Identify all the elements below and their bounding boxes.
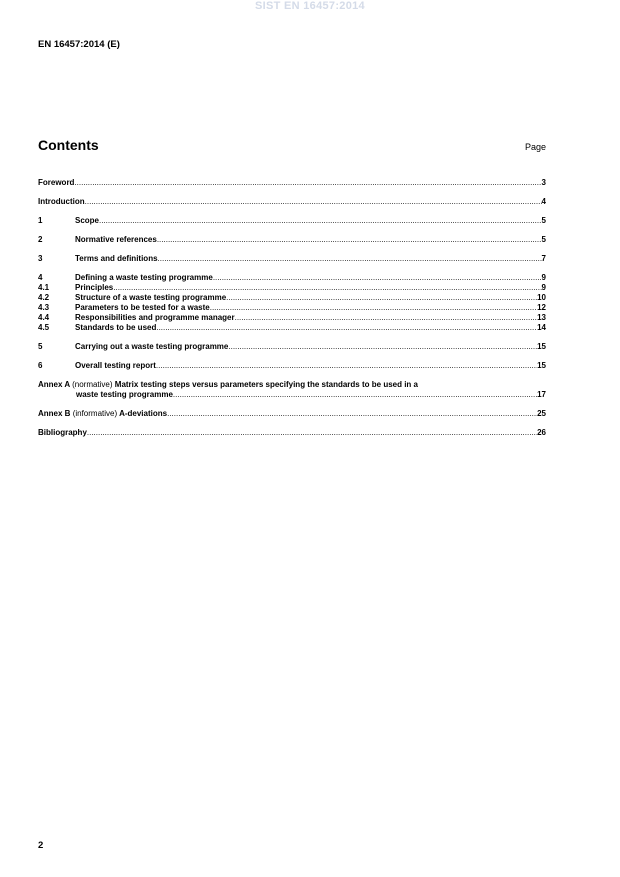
toc-entry-number: 2	[38, 235, 43, 244]
toc-leader-dots	[85, 197, 542, 207]
toc-leader-dots	[156, 323, 537, 333]
toc-leader-dots	[210, 303, 537, 313]
toc-leader-dots	[87, 428, 537, 438]
toc-leader-dots	[99, 216, 542, 226]
toc-entry-page: 7	[541, 254, 546, 263]
annex-title-line1: Matrix testing steps versus parameters specifying the standards to be used in a	[114, 380, 418, 389]
toc-entry-principles[interactable]	[38, 283, 546, 293]
toc-leader-dots	[228, 342, 537, 352]
toc-entry-number: 3	[38, 254, 43, 263]
toc-entry-title: Structure of a waste testing programme	[75, 293, 227, 302]
toc-entry-page: 15	[537, 361, 546, 370]
toc-leader-dots	[113, 283, 541, 293]
toc-entry-title: Responsibilities and programme manager	[75, 313, 235, 322]
toc-entry-title: Bibliography	[38, 428, 87, 437]
toc-entry-number: 4.3	[38, 303, 50, 312]
toc-leader-dots	[226, 293, 537, 303]
toc-entry-page: 26	[537, 428, 546, 437]
toc-entry-title: Scope	[75, 216, 100, 225]
toc-entry-standards[interactable]	[38, 323, 546, 333]
toc-entry-annex-a[interactable]	[38, 380, 546, 400]
document-id: EN 16457:2014 (E)	[38, 39, 120, 50]
toc-entry-carrying-out[interactable]	[38, 342, 546, 352]
toc-entry-title: Parameters to be tested for a waste	[75, 303, 210, 312]
toc-entry-normative-references[interactable]	[38, 235, 546, 245]
toc-leader-dots	[213, 273, 542, 283]
toc-entry-responsibilities[interactable]	[38, 313, 546, 323]
toc-entry-structure[interactable]	[38, 293, 546, 303]
toc-entry-title: Principles	[75, 283, 114, 292]
toc-entry-number: 1	[38, 216, 43, 225]
toc-entry-number: 4.5	[38, 323, 50, 332]
page-column-label: Page	[524, 142, 546, 152]
toc-entry-page: 10	[537, 293, 546, 302]
toc-leader-dots	[173, 390, 537, 400]
watermark: SIST EN 16457:2014	[255, 0, 365, 12]
toc-leader-dots	[167, 409, 537, 419]
toc-entry-title: Introduction	[38, 197, 85, 206]
toc-leader-dots	[158, 254, 542, 264]
toc-entry-page: 14	[537, 323, 546, 332]
toc-entry-introduction[interactable]	[38, 197, 546, 207]
toc-entry-title: Carrying out a waste testing programme	[75, 342, 229, 351]
toc-leader-dots	[235, 313, 537, 323]
annex-label: Annex A	[38, 380, 70, 389]
toc-entry-page: 5	[541, 216, 546, 225]
annex-title: A-deviations	[119, 409, 168, 418]
annex-title-line2: waste testing programme	[76, 390, 173, 399]
annex-type: (normative)	[72, 380, 113, 389]
annex-type: (informative)	[72, 409, 118, 418]
toc-entry-title: Standards to be used	[75, 323, 157, 332]
toc-entry-defining-programme[interactable]	[38, 273, 546, 283]
toc-entry-page: 4	[541, 197, 546, 206]
toc-leader-dots	[74, 178, 541, 188]
toc-entry-number: 4	[38, 273, 43, 282]
toc-entry-number: 4.2	[38, 293, 50, 302]
toc-entry-annex-b[interactable]	[38, 409, 546, 419]
toc-entry-page: 13	[537, 313, 546, 322]
annex-label: Annex B	[38, 409, 71, 418]
toc-entry-number: 6	[38, 361, 43, 370]
toc-entry-terms-definitions[interactable]	[38, 254, 546, 264]
toc-entry-bibliography[interactable]	[38, 428, 546, 438]
toc-entry-page: 17	[537, 390, 546, 399]
toc-leader-dots	[156, 361, 537, 371]
toc-entry-title: Defining a waste testing programme	[75, 273, 213, 282]
toc-leader-dots	[157, 235, 542, 245]
toc-entry-foreword[interactable]	[38, 178, 546, 188]
toc-entry-page: 12	[537, 303, 546, 312]
toc-entry-page: 25	[537, 409, 546, 418]
toc-entry-title: Overall testing report	[75, 361, 156, 370]
page-number: 2	[38, 840, 44, 851]
toc-entry-title	[38, 409, 167, 419]
toc-entry-overall-report[interactable]	[38, 361, 546, 371]
table-of-contents	[38, 178, 546, 438]
toc-entry-parameters[interactable]	[38, 303, 546, 313]
toc-entry-page: 9	[541, 273, 546, 282]
toc-entry-page: 5	[541, 235, 546, 244]
toc-entry-title: Terms and definitions	[75, 254, 158, 263]
toc-entry-page: 15	[537, 342, 546, 351]
toc-entry-title: Normative references	[75, 235, 157, 244]
toc-entry-page: 9	[541, 283, 546, 292]
toc-entry-page: 3	[541, 178, 546, 187]
contents-heading: Contents	[38, 137, 99, 153]
toc-entry-title: Foreword	[38, 178, 75, 187]
toc-entry-scope[interactable]	[38, 216, 546, 226]
toc-entry-number: 5	[38, 342, 43, 351]
toc-entry-number: 4.4	[38, 313, 50, 322]
toc-entry-number: 4.1	[38, 283, 50, 292]
